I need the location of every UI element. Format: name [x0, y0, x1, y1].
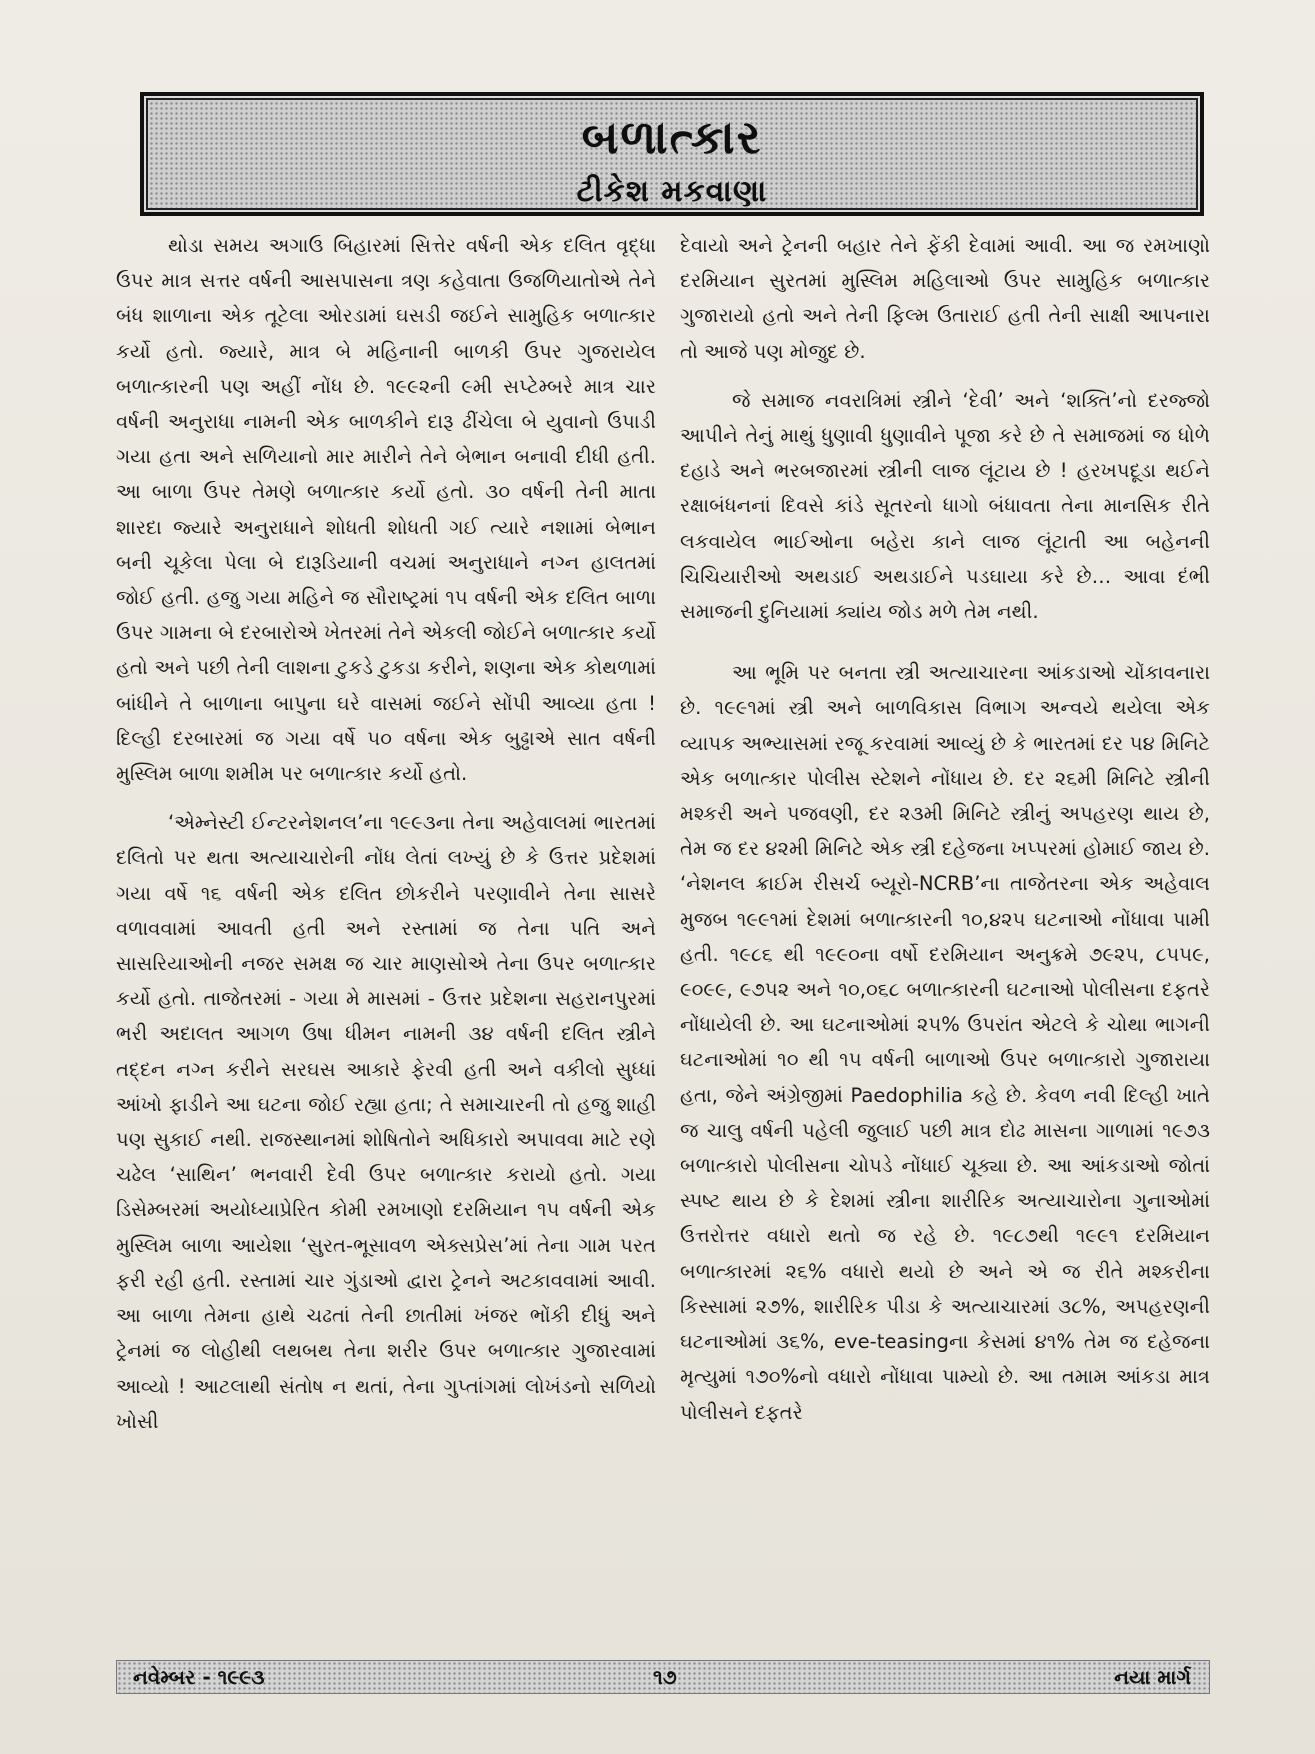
- paragraph: આ ભૂમિ પર બનતા સ્ત્રી અત્યાચારના આંકડાઓ ચોંકાવનારા છે. ૧૯૯૧માં સ્ત્રી અને બાળવિકાસ વિભાગ અન્વયે થયેલા એક વ્યાપક અભ્યાસમાં રજૂ કરવામાં આવ્યું છે કે ભારતમાં દર ૫૪ મિનિટે એક બળાત્કાર પોલીસ સ્ટેશને નોંધાય છે. દર ૨૬મી મિનિટે સ્ત્રીની મશ્કરી અને પજવણી, દર ૨૩મી મિનિટે સ્ત્રીનું અપહરણ થાય છે, તેમ જ દર ૪૨મી મિનિટે એક સ્ત્રી દહેજના ખપ્પરમાં હોમાઈ જાય છે. ‘નેશનલ ક્રાઈમ રીસર્ચ બ્યૂરો-NCRB’ના તાજેતરના એક અહેવાલ મુજબ ૧૯૯૧માં દેશમાં બળાત્કારની ૧૦,૪૨૫ ઘટનાઓ નોંધાવા પામી હતી. ૧૯૮૬ થી ૧૯૯૦ના વર્ષો દરમિયાન અનુક્રમે ૭૯૨૫, ૮૫૫૯, ૯૦૯૯, ૯૭૫૨ અને ૧૦,૦૬૮ બળાત્કારની ઘટનાઓ પોલીસના દફતરે નોંધાયેલી છે. આ ઘટનાઓમાં ૨૫% ઉપરાંત એટલે કે ચોથા ભાગની ઘટનાઓમાં ૧૦ થી ૧૫ વર્ષની બાળાઓ ઉપર બળાત્કારો ગુજારાયા હતા, જેને અંગ્રેજીમાં Paedophilia કહે છે. કેવળ નવી દિલ્હી ખાતે જ ચાલુ વર્ષની પહેલી જુલાઈ પછી માત્ર દોઢ માસના ગાળામાં ૧૯૭૩ બળાત્કારો પોલીસના ચોપડે નોંધાઈ ચૂક્યા છે. આ આંકડાઓ જોતાં સ્પષ્ટ થાય છે કે દેશમાં સ્ત્રીના શારીરિક અત્યાચારોના ગુનાઓમાં ઉત્તરોત્તર વધારો થતો જ રહે છે. ૧૯૮૭થી ૧૯૯૧ દરમિયાન બળાત્કારમાં ૨૬% વધારો થયો છે અને એ જ રીતે મશ્કરીના કિસ્સામાં ૨૭%, શારીરિક પીડા કે અત્યાચારમાં ૩૮%, અપહરણની ઘટનાઓમાં ૩૬%, eve-teasingના કેસમાં ૪૧% તેમ જ દહેજના મૃત્યુમાં ૧૭૦%નો વધારો નોંધાવા પામ્યો છે. આ તમામ આંકડા માત્ર પોલીસને દફતરે: [680, 661, 1210, 1424]
- title-banner: [140, 92, 1204, 216]
- page-footer: [116, 1660, 1210, 1694]
- paragraph: જે સમાજ નવરાત્રિમાં સ્ત્રીને ‘દેવી’ અને ‘શક્તિ’નો દરજ્જો આપીને તેનું માથું ધુણાવી ધુણાવીને પૂજા કરે છે તે સમાજમાં જ ધોળે દહાડે અને ભરબજારમાં સ્ત્રીની લાજ લૂંટાય છે ! હરખપદૂડા થઈને રક્ષાબંધનનાં દિવસે કાંડે સૂતરનો ધાગો બંધાવતા તેના માનસિક રીતે લકવાયેલ ભાઈઓના બહેરા કાને લાજ લૂંટાતી આ બહેનની ચિચિયારીઓ અથડાઈ અથડાઈને પડઘાયા કરે છે… આવા દંભી સમાજની દુનિયામાં ક્યાંય જોડ મળે તેમ નથી.: [680, 388, 1210, 624]
- paragraph: થોડા સમય અગાઉ બિહારમાં સિત્તેર વર્ષની એક દલિત વૃદ્ધા ઉપર માત્ર સત્તર વર્ષની આસપાસના ત્રણ કહેવાતા ઉજળિયાતોએ તેને બંધ શાળાના એક તૂટેલા ઓરડામાં ઘસડી જઈને સામુહિક બળાત્કાર કર્યો હતો. જ્યારે, માત્ર બે મહિનાની બાળકી ઉપર ગુજરાયેલ બળાત્કારની પણ અહીં નોંધ છે. ૧૯૯૨ની ૯મી સપ્ટેમ્બરે માત્ર ચાર વર્ષની અનુરાધા નામની એક બાળકીને દારૂ ઢીંચેલા બે યુવાનો ઉપાડી ગયા હતા અને સળિયાનો માર મારીને તેને બેભાન બનાવી દીધી હતી. આ બાળા ઉપર તેમણે બળાત્કાર કર્યો હતો. ૩૦ વર્ષની તેની માતા શારદા જ્યારે અનુરાધાને શોધતી શોધતી ગઈ ત્યારે નશામાં બેભાન બની ચૂકેલા પેલા બે દારૂડિયાની વચમાં અનુરાધાને નગ્ન હાલતમાં જોઈ હતી. હજુ ગયા મહિને જ સૌરાષ્ટ્રમાં ૧૫ વર્ષની એક દલિત બાળા ઉપર ગામના બે દરબારોએ ખેતરમાં તેને એકલી જોઈને બળાત્કાર કર્યો હતો અને પછી તેની લાશના ટુકડે ટુકડા કરીને, શણના એક કોથળામાં બાંધીને તે બાળાના બાપુના ઘરે વાસમાં જઈને સોંપી આવ્યા હતા ! દિલ્હી દરબારમાં જ ગયા વર્ષે ૫૦ વર્ષના એક બુઢ્ઢાએ સાત વર્ષની મુસ્લિમ બાળા શમીમ પર બળાત્કાર કર્યો હતો.: [116, 234, 656, 786]
- issue-date: નવેમ્બર - ૧૯૯૩: [133, 1665, 265, 1689]
- page-number: ૧૭: [653, 1665, 677, 1689]
- article-column-right: [680, 228, 1210, 1430]
- magazine-name: નયા માર્ગ: [1114, 1665, 1191, 1689]
- article-title: બળાત્કાર: [581, 110, 763, 164]
- article-author: ટીકેશ મકવાણા: [576, 174, 768, 209]
- paragraph: ‘એમ્નેસ્ટી ઈન્ટરનેશનલ’ના ૧૯૯૩ના તેના અહેવાલમાં ભારતમાં દલિતો પર થતા અત્યાચારોની નોંધ લેતાં લખ્યું છે કે ઉત્તર પ્રદેશમાં ગયા વર્ષે ૧૬ વર્ષની એક દલિત છોકરીને પરણાવીને તેના સાસરે વળાવવામાં આવતી હતી અને રસ્તામાં જ તેના પતિ અને સાસરિયાઓની નજર સમક્ષ જ ચાર માણસોએ તેના ઉપર બળાત્કાર કર્યો હતો. તાજેતરમાં - ગયા મે માસમાં - ઉત્તર પ્રદેશના સહરાનપુરમાં ભરી અદાલત આગળ ઉષા ધીમન નામની ૩૪ વર્ષની દલિત સ્ત્રીને તદ્દન નગ્ન કરીને સરઘસ આકારે ફેરવી હતી અને વકીલો સુધ્ધાં આંખો ફાડીને આ ઘટના જોઈ રહ્યા હતા; તે સમાચારની તો હજુ શાહી પણ સુકાઈ નથી. રાજસ્થાનમાં શોષિતોને અધિકારો અપાવવા માટે રણે ચઢેલ ‘સાથિન’ ભનવારી દેવી ઉપર બળાત્કાર કરાયો હતો. ગયા ડિસેમ્બરમાં અયોધ્યાપ્રેરિત કોમી રમખાણો દરમિયાન ૧૫ વર્ષની એક મુસ્લિમ બાળા આયેશા ‘સુરત-ભૂસાવળ એક્સપ્રેસ’માં તેના ગામ પરત ફરી રહી હતી. રસ્તામાં ચાર ગુંડાઓ દ્વારા ટ્રેનને અટકાવવામાં આવી. આ બાળા તેમના હાથે ચઢતાં તેની છાતીમાં ખંજર ભોંકી દીધું અને ટ્રેનમાં જ લોહીથી લથબથ તેના શરીર ઉપર બળાત્કાર ગુજારવામાં આવ્યો ! આટલાથી સંતોષ ન થતાં, તેના ગુપ્તાંગમાં લોખંડનો સળિયો ખોસી: [116, 811, 656, 1433]
- article-column-left: [116, 228, 656, 1439]
- paragraph: દેવાયો અને ટ્રેનની બહાર તેને ફેંકી દેવામાં આવી. આ જ રમખાણો દરમિયાન સુરતમાં મુસ્લિમ મહિલાઓ ઉપર સામુહિક બળાત્કાર ગુજારાયો હતો અને તેની ફિલ્મ ઉતારાઈ હતી તેની સાક્ષી આપનારા તો આજે પણ મોજુદ છે.: [680, 234, 1210, 363]
